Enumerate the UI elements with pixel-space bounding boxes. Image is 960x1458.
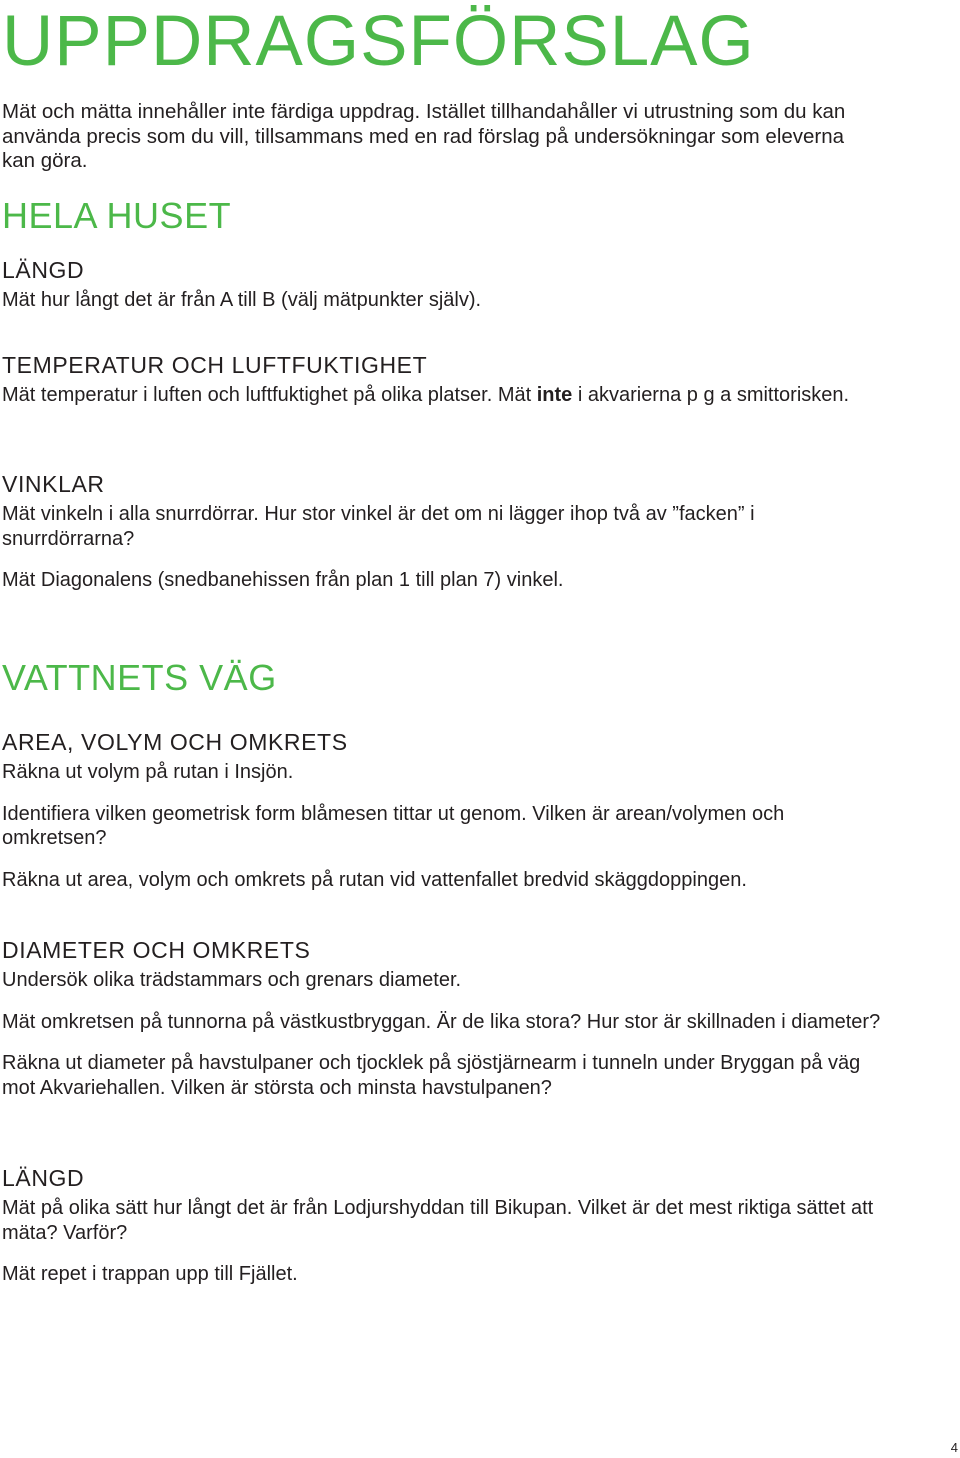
paragraph: Räkna ut volym på rutan i Insjön. [2,761,294,783]
subsection-title: LÄNGD [2,257,85,283]
paragraph: Mät repet i trappan upp till Fjället. [2,1263,298,1285]
paragraph: Mät på olika sätt hur långt det är från Lodjurshyddan till Bikupan. Vilket är det mest riktiga sättet att mäta? Varför? [2,1197,874,1244]
subsection-diameter [2,936,902,1100]
subsection-langd-2 [2,1164,902,1287]
subsection-title: LÄNGD [2,1165,85,1191]
subsection-title: VINKLAR [2,471,105,497]
paragraph: Identifiera vilken geometrisk form blåmesen tittar ut genom. Vilken är arean/volymen och omkretsen? [2,802,785,849]
subsection-vinklar [2,470,902,593]
emphasis-text: inte [536,384,573,406]
paragraph: Mät vinkeln i alla snurrdörrar. Hur stor vinkel är det om ni lägger ihop två av ”facken” i snurrdörrarna? [2,503,755,550]
paragraph-text: Mät temperatur i luften och luftfuktighet på olika platser. Mät [2,384,537,406]
paragraph [2,383,882,408]
paragraph: Mät hur långt det är från A till B (välj mätpunkter själv). [2,289,482,311]
subsection-title: AREA, VOLYM OCH OMKRETS [2,729,348,755]
paragraph: Mät omkretsen på tunnorna på västkustbryggan. Är de lika stora? Hur stor är skillnaden i diameter? [2,1010,881,1033]
subsection-temperatur [2,351,902,408]
intro-paragraph: Mät och mätta innehåller inte färdiga uppdrag. Istället tillhandahåller vi utrustning som du kan använda precis som du vill, tillsammans med en rad förslag på undersökningar som eleverna kan göra. [2,100,846,172]
paragraph-text: i akvarierna p g a smittorisken. [572,384,850,406]
section-title: VATTNETS VÄG [2,657,277,698]
page-title: UPPDRAGSFÖRSLAG [2,2,755,81]
paragraph: Undersök olika trädstammars och grenars diameter. [2,969,462,991]
subsection-title: TEMPERATUR OCH LUFTFUKTIGHET [2,352,428,378]
paragraph: Räkna ut area, volym och omkrets på rutan vid vattenfallet bredvid skäggdoppingen. [2,868,747,891]
section-title: HELA HUSET [2,195,232,236]
subsection-langd [2,256,902,313]
subsection-title: DIAMETER OCH OMKRETS [2,937,311,963]
paragraph: Mät Diagonalens (snedbanehissen från plan 1 till plan 7) vinkel. [2,569,564,591]
paragraph: Räkna ut diameter på havstulpaner och tjocklek på sjöstjärnearm i tunneln under Bryggan på väg mot Akvariehallen. Vilken är största och minsta havstulpanen? [2,1052,861,1099]
subsection-area-volym [2,728,902,892]
section-vattnets-vag [2,658,902,698]
section-hela-huset [2,196,902,236]
page-number: 4 [950,1440,958,1455]
